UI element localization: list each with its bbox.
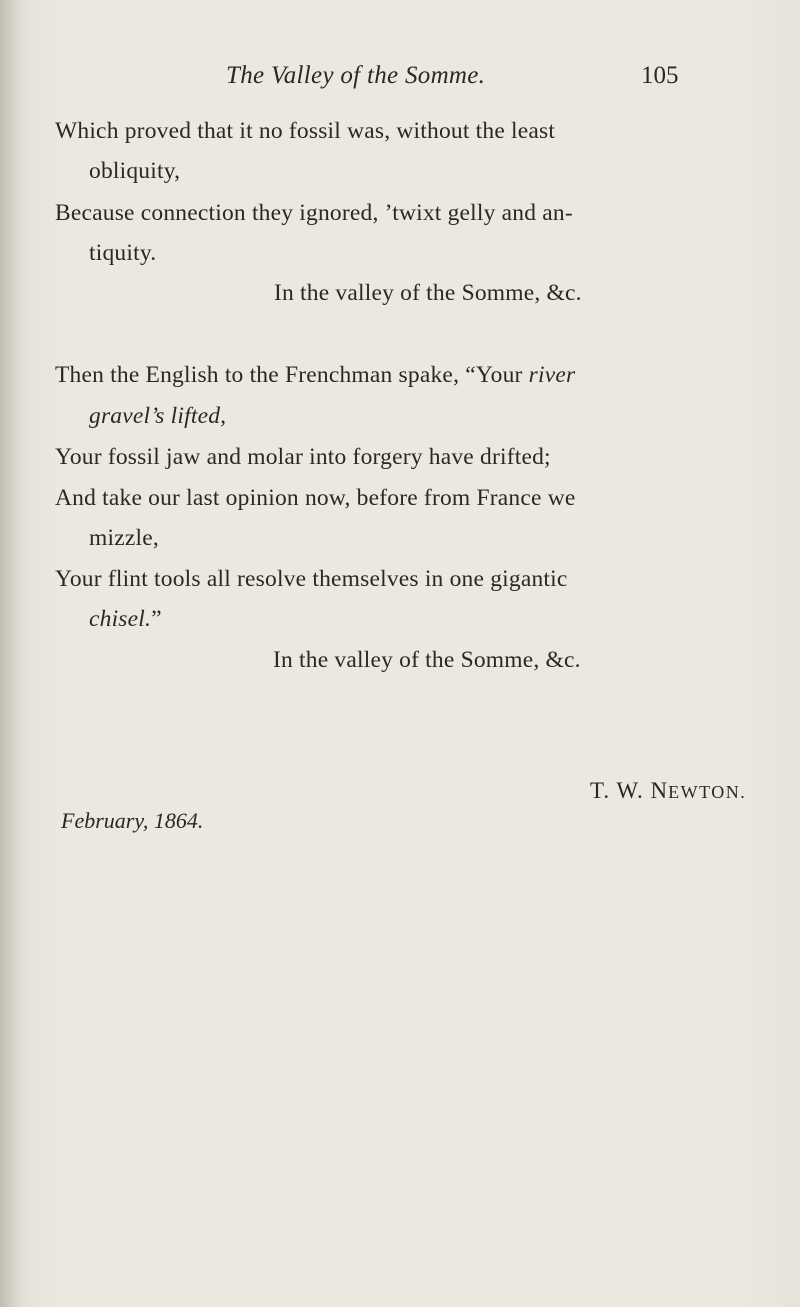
poem-text: Then the English to the Frenchman spake, “Your [55,362,529,388]
author-surname-rest: EWTON. [668,782,747,802]
poem-line: Because connection they ignored, ’twixt gelly and an- [55,200,573,226]
poem-line: Your flint tools all resolve themselves in one gigantic [55,566,568,592]
author-initials: T. W. [590,778,651,803]
poem-line [89,606,162,633]
page-number: 105 [641,62,679,89]
spine-shadow [0,0,22,1307]
poem-refrain: In the valley of the Somme, &c. [273,647,581,673]
author-signature [590,778,746,804]
running-head-title: The Valley of the Somme. [226,62,486,89]
running-head [0,62,800,102]
poem-line: obliquity, [89,158,181,184]
poem-line: Which proved that it no fossil was, without the least [55,118,556,144]
date-line: February, 1864. [61,808,204,833]
poem-line: tiquity. [89,240,157,266]
poem-text-italic: river [528,362,576,388]
poem-line: And take our last opinion now, before from France we [55,485,576,511]
poem-line: Your fossil jaw and molar into forgery have drifted; [55,444,551,470]
poem-line [55,362,575,389]
poem-line: mizzle, [89,525,159,551]
author-surname-initial: N [650,778,669,803]
poem-refrain: In the valley of the Somme, &c. [274,280,582,306]
poem-text-italic: chisel. [89,606,152,632]
poem-text: ” [151,606,162,632]
poem-line: gravel’s lifted, [89,403,227,429]
